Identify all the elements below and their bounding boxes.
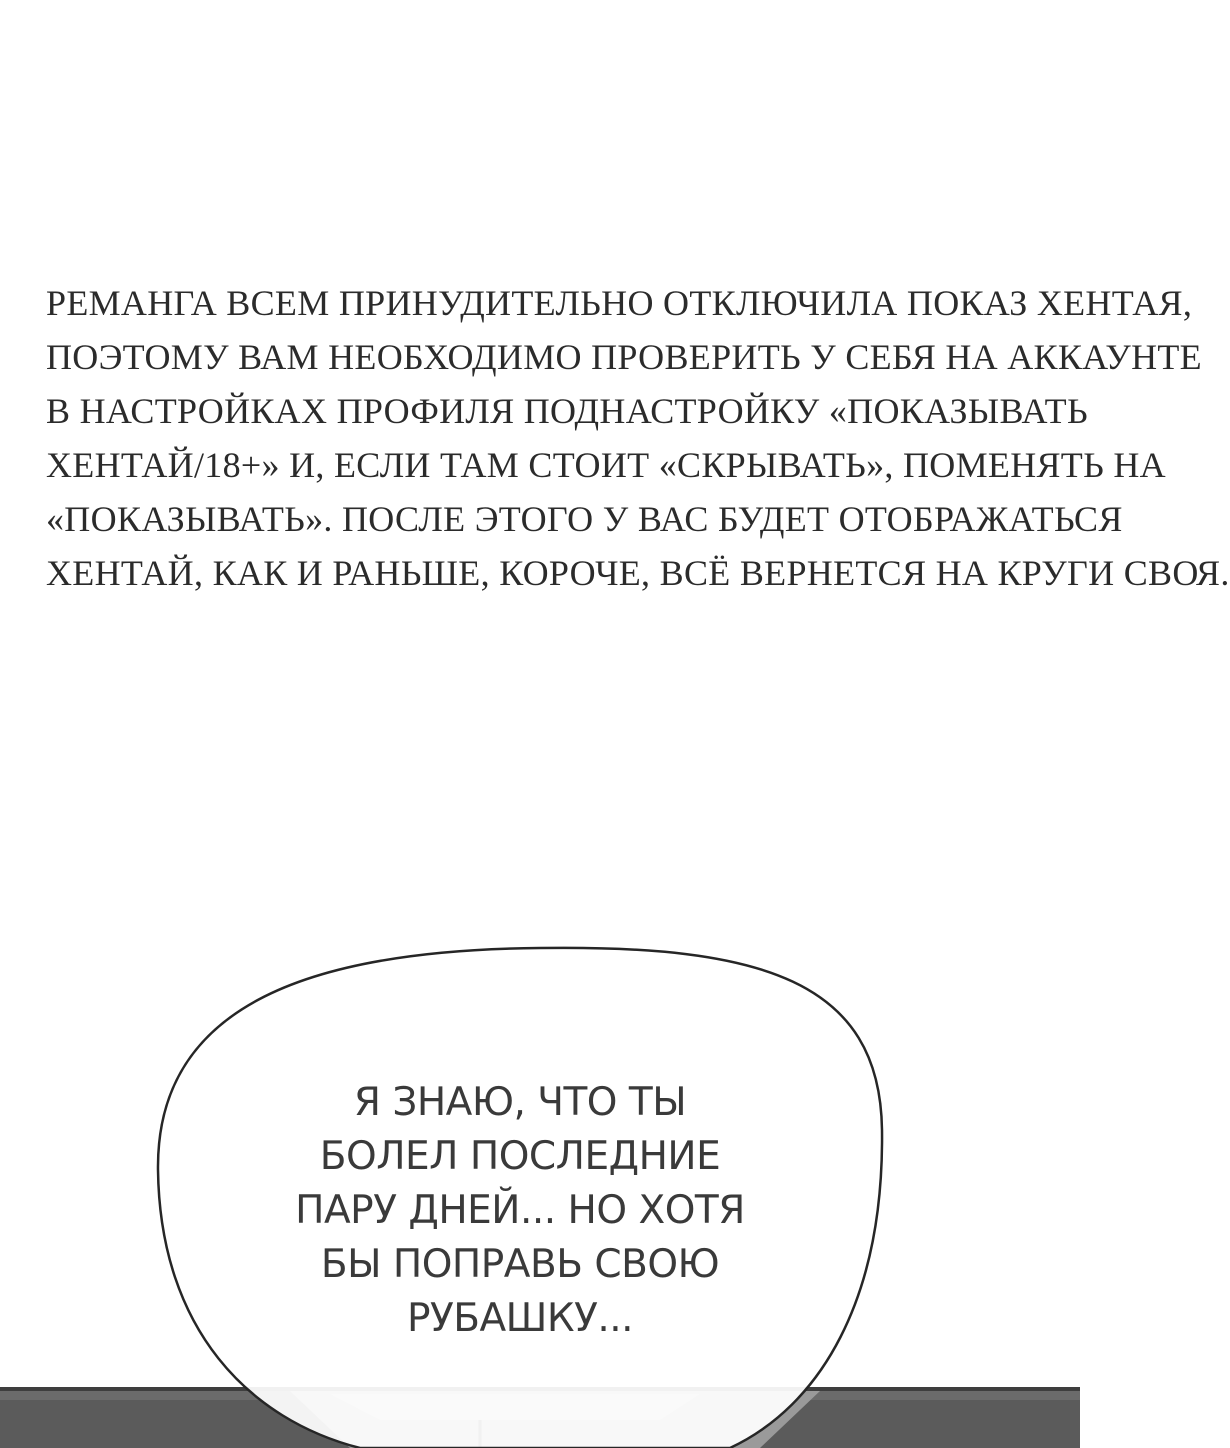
bubble-line: ПАРУ ДНЕЙ... НО ХОТЯ — [295, 1188, 745, 1233]
speech-bubble-text — [250, 1076, 790, 1346]
notice-line: «ПОКАЗЫВАТЬ». ПОСЛЕ ЭТОГО У ВАС БУДЕТ ОТОБРАЖАТЬСЯ — [46, 499, 1123, 539]
bubble-line: БОЛЕЛ ПОСЛЕДНИЕ — [319, 1134, 721, 1179]
notice-line: В НАСТРОЙКАХ ПРОФИЛЯ ПОДНАСТРОЙКУ «ПОКАЗЫВАТЬ — [46, 391, 1088, 431]
notice-line: ПОЭТОМУ ВАМ НЕОБХОДИМО ПРОВЕРИТЬ У СЕБЯ НА АККАУНТЕ — [46, 337, 1202, 377]
notice-line: ХЕНТАЙ/18+» И, ЕСЛИ ТАМ СТОИТ «СКРЫВАТЬ», ПОМЕНЯТЬ НА — [46, 445, 1166, 485]
notice-line: ХЕНТАЙ, КАК И РАНЬШЕ, КОРОЧЕ, ВСЁ ВЕРНЕТСЯ НА КРУГИ СВОЯ. — [46, 553, 1230, 593]
bubble-line: РУБАШКУ... — [406, 1296, 634, 1341]
translator-notice — [46, 276, 1230, 600]
notice-line: РЕМАНГА ВСЕМ ПРИНУДИТЕЛЬНО ОТКЛЮЧИЛА ПОКАЗ ХЕНТАЯ, — [46, 283, 1193, 323]
bubble-line: БЫ ПОПРАВЬ СВОЮ — [320, 1242, 720, 1287]
bubble-line: Я ЗНАЮ, ЧТО ТЫ — [353, 1080, 687, 1125]
